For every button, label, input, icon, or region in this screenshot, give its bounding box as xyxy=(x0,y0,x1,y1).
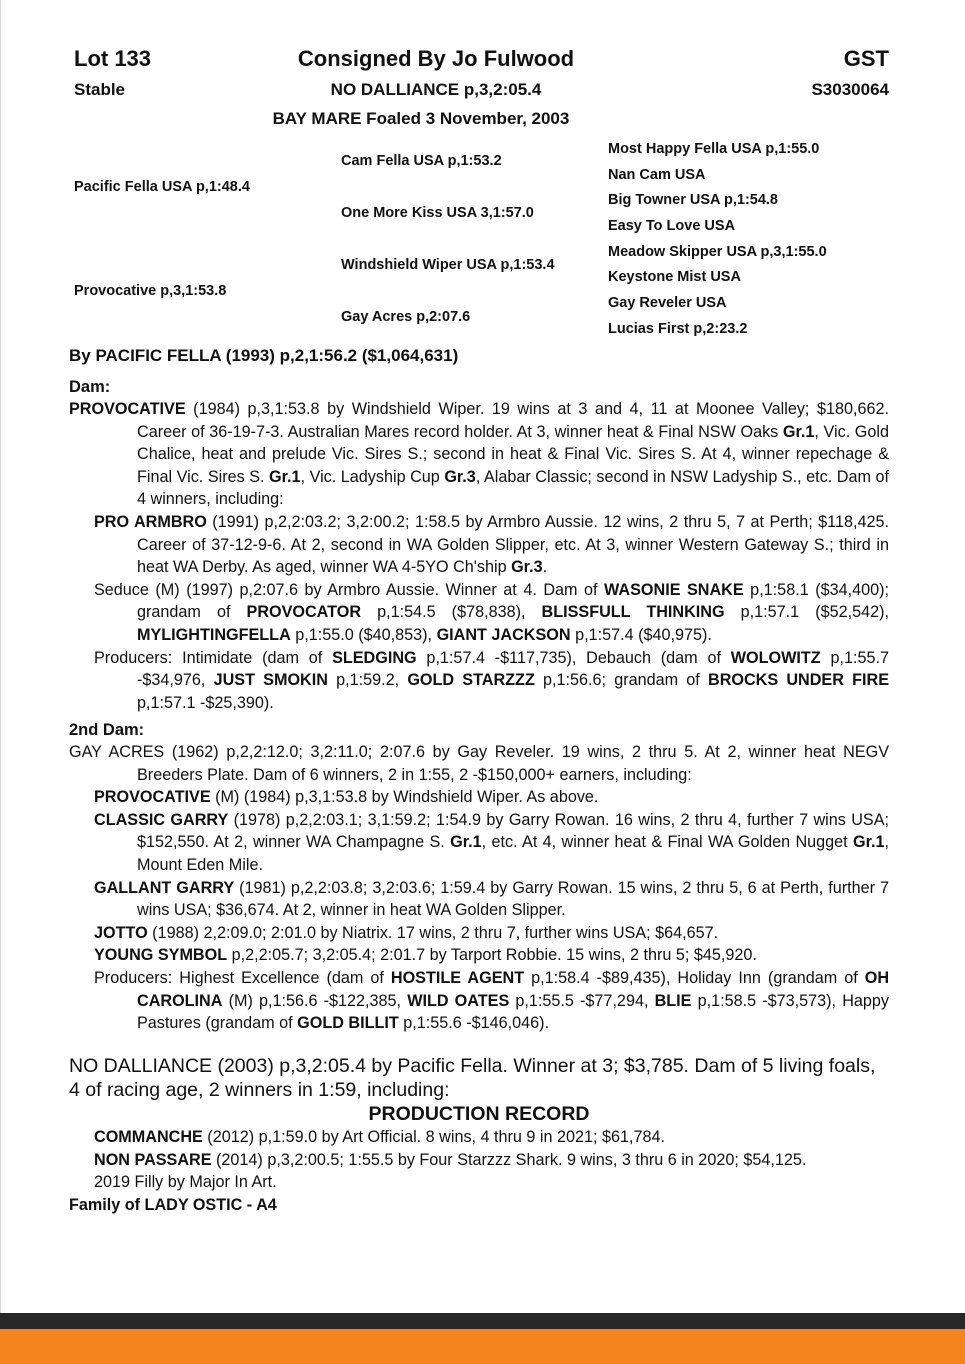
dam-entry xyxy=(69,398,889,511)
entry-text: , Vic. Gold Chalice, heat and prelude Vic. Sires S.; second in heat & Final Vic. Sires S. At 4, winner repechage & Final Vic. Sires S. xyxy=(137,422,889,486)
pedigree-dam: Provocative p,3,1:53.8 xyxy=(74,283,227,299)
progeny-entry xyxy=(69,809,889,877)
pedigree-g3: Nan Cam USA xyxy=(608,167,706,183)
horse-name: JOTTO xyxy=(94,923,148,942)
pedigree-sire: Pacific Fella USA p,1:48.4 xyxy=(74,179,250,195)
horse-name: PROVOCATIVE xyxy=(94,788,211,807)
entry-text: (1984) p,3,1:53.8 by Windshield Wiper. 19 wins at 3 and 4, 11 at Moonee Valley; $180,662. Career of 36-19-7-3. Australian Mares record holder. At 3, winner heat & Final NSW Oaks xyxy=(137,400,889,441)
consignor: Consigned By Jo Fulwood xyxy=(297,46,575,71)
second-dam-entry: GAY ACRES (1962) p,2,2:12.0; 3,2:11.0; 2:07.6 by Gay Reveler. 19 wins, 2 thru 5. At 2, winner heat NEGV Breeders Plate. Dam of 6 winners, 2 in 1:55, 2 -$150,000+ earners, including: xyxy=(69,743,889,784)
horse-name: OH CAROLINA xyxy=(137,968,890,1010)
sire-summary: By PACIFIC FELLA (1993) p,2,1:56.2 ($1,064,631) xyxy=(69,346,459,365)
pedigree-g3: Gay Reveler USA xyxy=(608,295,727,311)
grade: Gr.1 xyxy=(853,833,885,852)
horse-name: HOSTILE AGENT xyxy=(390,968,525,987)
production-record-title: PRODUCTION RECORD xyxy=(368,1103,590,1125)
horse-name: BLISSFULL THINKING xyxy=(541,603,725,622)
entry-text: p,1:55.7 -$34,976, xyxy=(137,648,889,690)
entry-text: (1991) p,2,2:03.2; 3,2:00.2; 1:58.5 by Armbro Aussie. 12 wins, 2 thru 5, 7 at Perth; $118,425. Career of 37-12-9-6. At 2, second in WA Golden Slipper, etc. At 3, winner Western Gateway S.; third in heat WA Derby. As aged, winner WA 4-5YO Ch'ship xyxy=(137,512,889,577)
lot-number: Lot 133 xyxy=(74,46,152,71)
entry-text: p,1:56.6; grandam of xyxy=(534,671,709,690)
page-edge xyxy=(0,0,1,1313)
entry-text: Seduce (M) (1997) p,2:07.6 by Armbro Aussie. Winner at 4. Dam of xyxy=(94,580,605,599)
entry-text: p,1:58.5 -$73,573), Happy Pastures (grandam of xyxy=(137,991,889,1033)
progeny-entry xyxy=(69,579,889,647)
pedigree-g3: Big Towner USA p,1:54.8 xyxy=(608,192,778,208)
entry-text: p,1:58.4 -$89,435), Holiday Inn (grandam of xyxy=(524,968,865,987)
entry-text: (1981) p,2,2:03.8; 3,2:03.6; 1:59.4 by Garry Rowan. 15 wins, 2 thru 5, 6 at Perth, further 7 wins USA; $36,674. At 2, winner in heat WA Golden Slipper. xyxy=(137,878,889,920)
entry-text: , etc. At 4, winner heat & Final WA Golden Nugget xyxy=(481,833,854,852)
entry-text: (1988) 2,2:09.0; 2:01.0 by Niatrix. 17 wins, 2 thru 7, further wins USA; $64,657. xyxy=(147,923,719,942)
pedigree-g3: Keystone Mist USA xyxy=(608,269,741,285)
horse-name: JUST SMOKIN xyxy=(213,671,328,690)
horse-name: BLIE xyxy=(654,991,692,1010)
dam-section xyxy=(69,398,889,714)
horse-description: BAY MARE Foaled 3 November, 2003 xyxy=(272,109,570,128)
entry-text: p,1:58.1 ($34,400); grandam of xyxy=(137,580,889,622)
producers-entry xyxy=(69,967,889,1035)
pedigree-g3: Easy To Love USA xyxy=(608,218,736,234)
entry-text: p,1:57.1 -$25,390). xyxy=(137,693,274,712)
horse-name: WASONIE SNAKE xyxy=(604,580,744,599)
horse-summary: NO DALLIANCE (2003) p,3,2:05.4 by Pacific Fella. Winner at 3; $3,785. Dam of 5 living foals, 4 of racing age, 2 winners in 1:59, including: xyxy=(69,1055,876,1101)
horse-name: YOUNG SYMBOL xyxy=(94,946,228,965)
entry-text: p,1:57.1 ($52,542), xyxy=(724,603,889,622)
entry-text: (M) p,1:56.6 -$122,385, xyxy=(222,991,408,1010)
production-section xyxy=(69,1054,889,1216)
pedigree-dam-dam: Gay Acres p,2:07.6 xyxy=(341,309,471,325)
pedigree-sire-sire: Cam Fella USA p,1:53.2 xyxy=(341,153,502,169)
entry-text: p,2,2:05.7; 3,2:05.4; 2:01.7 by Tarport Robbie. 15 wins, 2 thru 5; $45,920. xyxy=(227,946,757,965)
second-dam-label: 2nd Dam: xyxy=(69,721,145,739)
grade: Gr.1 xyxy=(269,467,301,486)
production-entry: 2019 Filly by Major In Art. xyxy=(94,1173,277,1192)
horse-name: PROVOCATOR xyxy=(246,603,362,622)
pedigree-dam-sire: Windshield Wiper USA p,1:53.4 xyxy=(341,257,555,273)
grade: Gr.1 xyxy=(450,833,482,852)
entry-text: . xyxy=(542,558,548,577)
location: Stable xyxy=(74,80,126,99)
entry-text: p,1:55.0 ($40,853), xyxy=(290,625,437,644)
horse-name: SLEDGING xyxy=(332,648,417,667)
producers-entry xyxy=(69,647,889,715)
entry-text: p,1:54.5 ($78,838), xyxy=(361,603,542,622)
grade: Gr.3 xyxy=(511,558,543,577)
horse-name: BROCKS UNDER FIRE xyxy=(708,671,889,690)
entry-text: p,1:59.2, xyxy=(327,671,408,690)
horse-name: COMMANCHE xyxy=(94,1128,203,1146)
entry-text: Producers: Highest Excellence (dam of xyxy=(94,968,391,987)
progeny-entry xyxy=(69,922,889,945)
production-entry xyxy=(69,1126,889,1149)
progeny-entry xyxy=(69,511,889,579)
pedigree-g3: Lucias First p,2:23.2 xyxy=(608,321,748,337)
horse-name: GOLD STARZZZ xyxy=(407,671,535,690)
entry-text: p,1:55.5 -$77,294, xyxy=(509,991,655,1010)
pedigree-sire-dam: One More Kiss USA 3,1:57.0 xyxy=(341,205,534,221)
horse-name: GOLD BILLIT xyxy=(297,1014,399,1033)
consignor-code: GST xyxy=(843,46,889,71)
entry-text: p,1:57.4 ($40,975). xyxy=(570,625,712,644)
horse-name: WOLOWITZ xyxy=(730,648,821,667)
entry-text: , Vic. Ladyship Cup xyxy=(300,467,445,486)
progeny-entry xyxy=(69,877,889,922)
catalogue-id: S3030064 xyxy=(811,80,889,99)
entry-text: (1978) p,2,2:03.1; 3,1:59.2; 1:54.9 by Garry Rowan. 16 wins, 2 thru 4, further 7 wins USA; $152,550. At 2, winner WA Champagne S. xyxy=(137,810,889,852)
progeny-entry xyxy=(69,786,889,809)
horse-name: PROVOCATIVE xyxy=(69,400,186,418)
entry-text: (2012) p,1:59.0 by Art Official. 8 wins, 4 thru 9 in 2021; $61,784. xyxy=(202,1128,666,1146)
entry-text: p,1:57.4 -$117,735), Debauch (dam of xyxy=(416,648,731,667)
entry-text: , Mount Eden Mile. xyxy=(137,833,890,874)
horse-name: GIANT JACKSON xyxy=(436,625,571,644)
grade: Gr.3 xyxy=(444,467,476,486)
second-dam-section xyxy=(69,741,889,1035)
horse-title: NO DALLIANCE p,3,2:05.4 xyxy=(330,80,542,99)
family-line: Family of LADY OSTIC - A4 xyxy=(69,1195,277,1214)
entry-text: p,1:55.6 -$146,046). xyxy=(398,1014,550,1033)
pedigree-g3: Most Happy Fella USA p,1:55.0 xyxy=(608,141,820,157)
entry-text: Producers: Intimidate (dam of xyxy=(94,648,333,667)
horse-name: NON PASSARE xyxy=(94,1150,212,1169)
horse-name: WILD OATES xyxy=(407,991,510,1010)
horse-name: PRO ARMBRO xyxy=(94,512,207,531)
horse-name: CLASSIC GARRY xyxy=(94,810,229,829)
production-entry xyxy=(69,1149,889,1172)
dam-label: Dam: xyxy=(69,378,111,396)
pedigree-g3: Meadow Skipper USA p,3,1:55.0 xyxy=(608,244,827,260)
entry-text: , Alabar Classic; second in NSW Ladyship S., etc. Dam of 4 winners, including: xyxy=(137,467,889,509)
footer-orange-bar xyxy=(0,1329,965,1364)
progeny-entry xyxy=(69,944,889,967)
grade: Gr.1 xyxy=(782,422,815,441)
entry-text: (M) (1984) p,3,1:53.8 by Windshield Wiper. As above. xyxy=(210,788,599,807)
footer-dark-bar xyxy=(0,1313,965,1329)
horse-name: MYLIGHTINGFELLA xyxy=(137,625,291,644)
horse-name: GALLANT GARRY xyxy=(94,878,235,897)
entry-text: (2014) p,3,2:00.5; 1:55.5 by Four Starzzz Shark. 9 wins, 3 thru 6 in 2020; $54,125. xyxy=(211,1150,807,1169)
